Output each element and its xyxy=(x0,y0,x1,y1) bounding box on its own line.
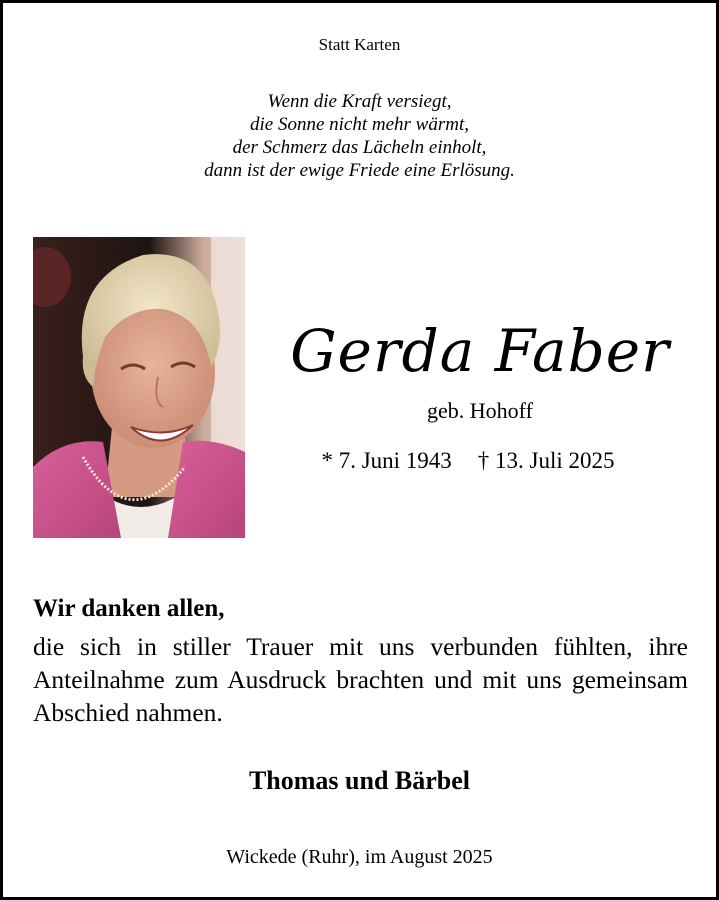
signature: Thomas und Bärbel xyxy=(248,766,471,795)
deceased-name: Gerda Faber xyxy=(290,317,670,385)
thanks-section xyxy=(33,594,688,729)
poem-line: Wenn die Kraft versiegt, xyxy=(267,91,452,112)
life-dates xyxy=(268,448,668,474)
poem-line: dann ist der ewige Friede eine Erlösung. xyxy=(204,160,515,181)
poem-line: der Schmerz das Lächeln einholt, xyxy=(232,137,487,158)
thanks-text: die sich in stiller Trauer mit uns verbunden fühlten, ihre Anteilnahme zum Ausdruck brachten und mit uns gemeinsam Abschied nahmen. xyxy=(33,632,688,727)
poem xyxy=(0,90,719,182)
death-date: † 13. Juli 2025 xyxy=(477,448,615,473)
thanks-heading: Wir danken allen, xyxy=(33,595,225,622)
place-date: Wickede (Ruhr), im August 2025 xyxy=(226,846,493,868)
portrait-photo xyxy=(33,237,245,538)
maiden-name: geb. Hohoff xyxy=(427,398,533,423)
poem-line: die Sonne nicht mehr wärmt, xyxy=(249,114,469,135)
header-text: Statt Karten xyxy=(318,35,401,54)
birth-date: * 7. Juni 1943 xyxy=(321,448,452,473)
